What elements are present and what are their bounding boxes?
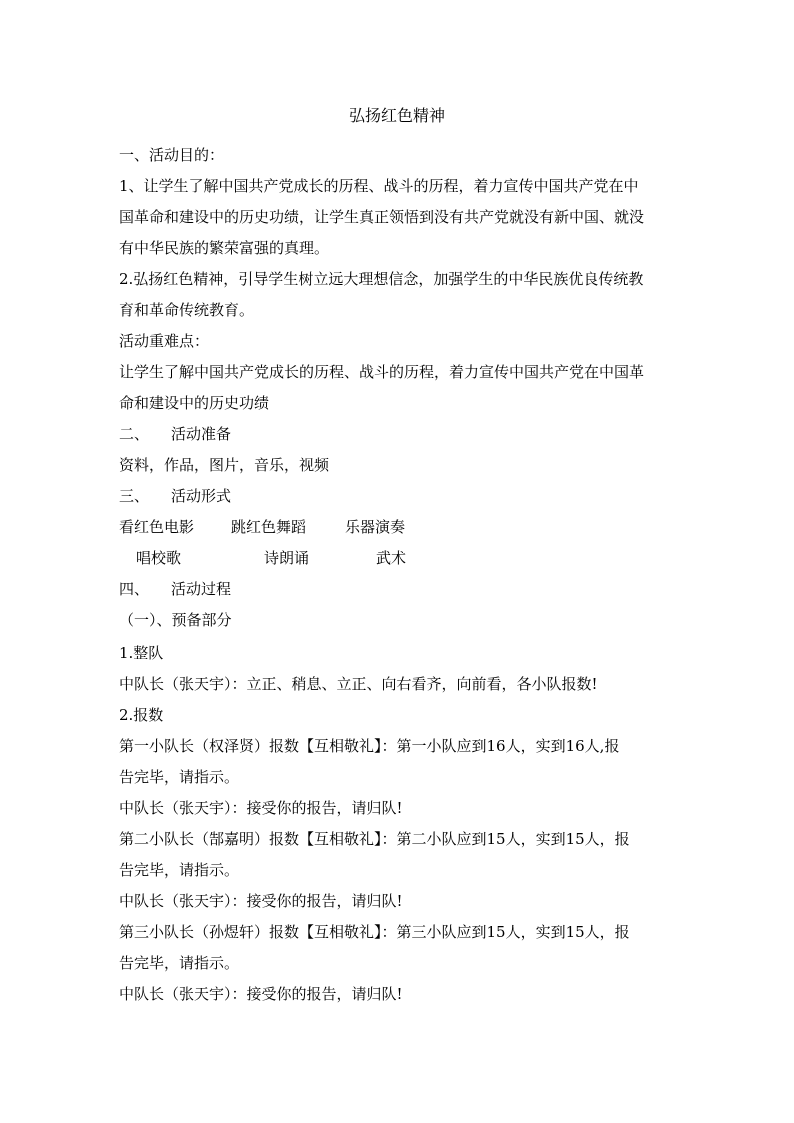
section-heading-key-points: 活动重难点： <box>119 332 210 350</box>
activity-form: 武术 <box>376 549 407 567</box>
paragraph-line: 2.报数 <box>119 706 164 724</box>
section-label: 活动形式 <box>171 487 232 505</box>
paragraph-line: 第二小队长（郜嘉明）报数【互相敬礼】：第二小队应到15人，实到15人，报 <box>119 830 630 848</box>
paragraph-line: 让学生了解中国共产党成长的历程、战斗的历程，着力宣传中国共产党在中国革 <box>119 363 645 381</box>
section-number: 四、 <box>119 580 150 598</box>
activity-form: 唱校歌 <box>136 549 182 567</box>
section-number: 二、 <box>119 425 150 443</box>
paragraph-line: 1、让学生了解中国共产党成长的历程、战斗的历程，着力宣传中国共产党在中 <box>119 177 639 195</box>
section-number: 三、 <box>119 487 150 505</box>
paragraph-line: 资料，作品，图片，音乐，视频 <box>119 456 330 474</box>
paragraph-line: 告完毕，请指示。 <box>119 768 240 786</box>
paragraph-line: 中队长（张天宇）：接受你的报告，请归队! <box>119 985 403 1003</box>
subsection-heading: （一）、预备部分 <box>119 611 232 629</box>
paragraph-line: 中队长（张天宇）：接受你的报告，请归队! <box>119 799 403 817</box>
paragraph-line: 2.弘扬红色精神，引导学生树立远大理想信念，加强学生的中华民族优良传统教 <box>119 270 644 288</box>
paragraph-line: 中队长（张天宇）：立正、稍息、立正、向右看齐，向前看，各小队报数! <box>119 675 598 693</box>
section-label: 活动准备 <box>171 425 232 443</box>
paragraph-line: 中队长（张天宇）：接受你的报告，请归队! <box>119 892 403 910</box>
paragraph-line: 育和革命传统教育。 <box>119 301 255 319</box>
section-heading-purpose: 一、活动目的： <box>119 146 225 164</box>
section-heading-format <box>119 484 689 508</box>
document-title: 弘扬红色精神 <box>348 106 445 125</box>
paragraph-line: 告完毕，请指示。 <box>119 954 240 972</box>
paragraph-line: 命和建设中的历史功绩 <box>119 394 270 412</box>
activity-form: 诗朗诵 <box>264 549 310 567</box>
paragraph-line: 第一小队长（权泽贤）报数【互相敬礼】：第一小队应到16人，实到16人,报 <box>119 737 620 755</box>
section-label: 活动过程 <box>171 580 232 598</box>
activity-form: 乐器演奏 <box>345 518 406 536</box>
paragraph-line: 国革命和建设中的历史功绩，让学生真正领悟到没有共产党就没有新中国、就没 <box>119 208 645 226</box>
paragraph-line: 第三小队长（孙煜轩）报数【互相敬礼】：第三小队应到15人，实到15人，报 <box>119 923 630 941</box>
activity-form: 跳红色舞蹈 <box>231 518 307 536</box>
section-heading-preparation <box>119 422 689 446</box>
paragraph-line: 有中华民族的繁荣富强的真理。 <box>119 239 330 257</box>
paragraph-line: 1.整队 <box>119 644 164 662</box>
activity-form: 看红色电影 <box>119 518 195 536</box>
paragraph-line: 告完毕，请指示。 <box>119 861 240 879</box>
section-heading-process <box>119 577 689 601</box>
